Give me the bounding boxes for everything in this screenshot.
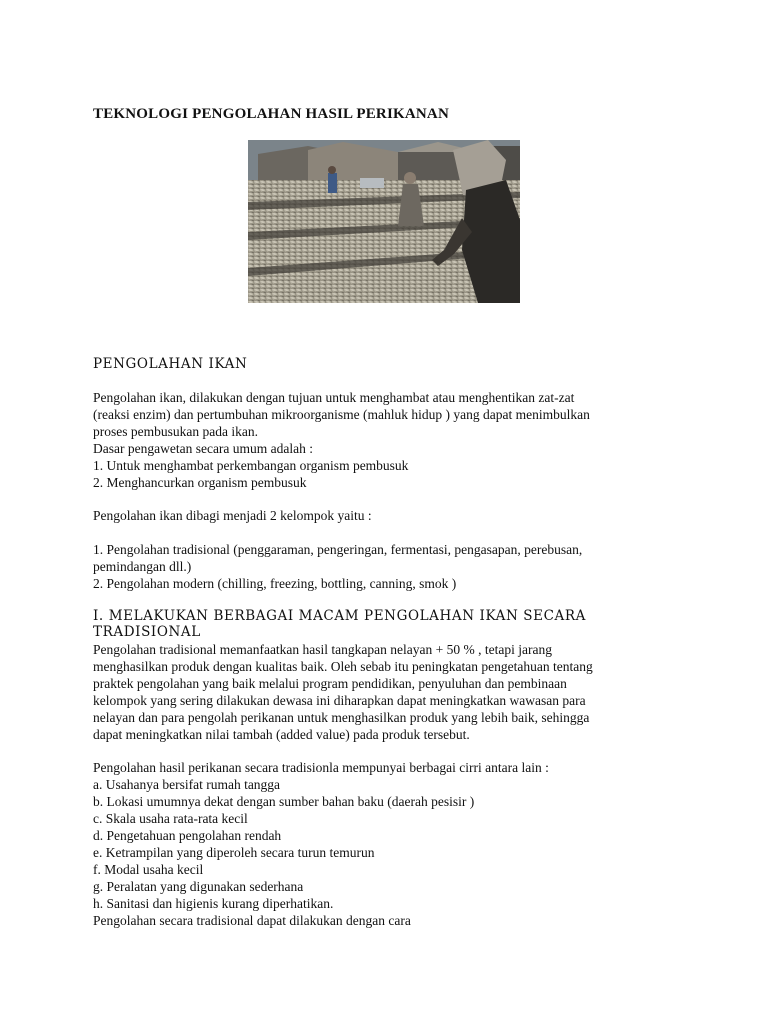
text-line: kelompok yang sering dilakukan dewasa ini diharapkan dapat meningkatkan wawasan para — [93, 693, 586, 708]
text-line: pemindangan dll.) — [93, 559, 192, 574]
text-line: Pengolahan ikan dibagi menjadi 2 kelompok yaitu : — [93, 508, 372, 523]
document-title: TEKNOLOGI PENGOLAHAN HASIL PERIKANAN — [93, 106, 450, 122]
list-item: h. Sanitasi dan higienis kurang diperhatikan. — [93, 896, 334, 911]
text-line: 2. Menghancurkan organism pembusuk — [93, 475, 307, 490]
paragraph-block-2 — [93, 507, 693, 524]
text-line: 2. Pengolahan modern (chilling, freezing, bottling, canning, smok ) — [93, 576, 457, 591]
text-line: menghasilkan produk dengan kualitas baik. Oleh sebab itu peningkatan pengetahuan tentang — [93, 659, 593, 674]
text-line: Dasar pengawetan secara umum adalah : — [93, 441, 314, 456]
list-item: f. Modal usaha kecil — [93, 862, 204, 877]
list-item: g. Peralatan yang digunakan sederhana — [93, 879, 304, 894]
list-item: b. Lokasi umumnya dekat dengan sumber bahan baku (daerah pesisir ) — [93, 794, 475, 809]
section-heading-line: I. MELAKUKAN BERBAGAI MACAM PENGOLAHAN IKAN SECARA — [93, 608, 586, 624]
text-line: 1. Untuk menghambat perkembangan organism pembusuk — [93, 458, 409, 473]
paragraph-block-4 — [93, 641, 693, 743]
text-line: Pengolahan tradisional memanfaatkan hasil tangkapan nelayan + 50 % , tetapi jarang — [93, 642, 552, 657]
section-heading-line: TRADISIONAL — [93, 624, 201, 640]
fish-drying-photo — [248, 140, 520, 303]
text-line: proses pembusukan pada ikan. — [93, 424, 258, 439]
paragraph-block-1 — [93, 389, 693, 491]
text-line: praktek pengolahan yang baik melalui program pendidikan, penyuluhan dan pembinaan — [93, 676, 567, 691]
section-heading-tradisional — [93, 608, 586, 640]
list-item: d. Pengetahuan pengolahan rendah — [93, 828, 282, 843]
paragraph-block-3 — [93, 541, 693, 592]
text-line: nelayan dan para pengolah perikanan untuk menghasilkan produk yang lebih baik, sehingga — [93, 710, 590, 725]
text-line: (reaksi enzim) dan pertumbuhan mikroorganisme (mahluk hidup ) yang dapat menimbulkan — [93, 407, 590, 422]
text-line: dapat meningkatkan nilai tambah (added value) pada produk tersebut. — [93, 727, 470, 742]
text-line: Pengolahan ikan, dilakukan dengan tujuan untuk menghambat atau menghentikan zat-zat — [93, 390, 575, 405]
text-line: Pengolahan hasil perikanan secara tradisionla mempunyai berbagai cirri antara lain : — [93, 760, 549, 775]
section-heading-pengolahan-ikan: PENGOLAHAN IKAN — [93, 356, 248, 372]
paragraph-block-5 — [93, 759, 693, 929]
list-item: c. Skala usaha rata-rata kecil — [93, 811, 248, 826]
text-line: 1. Pengolahan tradisional (penggaraman, pengeringan, fermentasi, pengasapan, perebusan, — [93, 542, 583, 557]
text-line: Pengolahan secara tradisional dapat dilakukan dengan cara — [93, 913, 411, 928]
list-item: a. Usahanya bersifat rumah tangga — [93, 777, 281, 792]
list-item: e. Ketrampilan yang diperoleh secara turun temurun — [93, 845, 375, 860]
